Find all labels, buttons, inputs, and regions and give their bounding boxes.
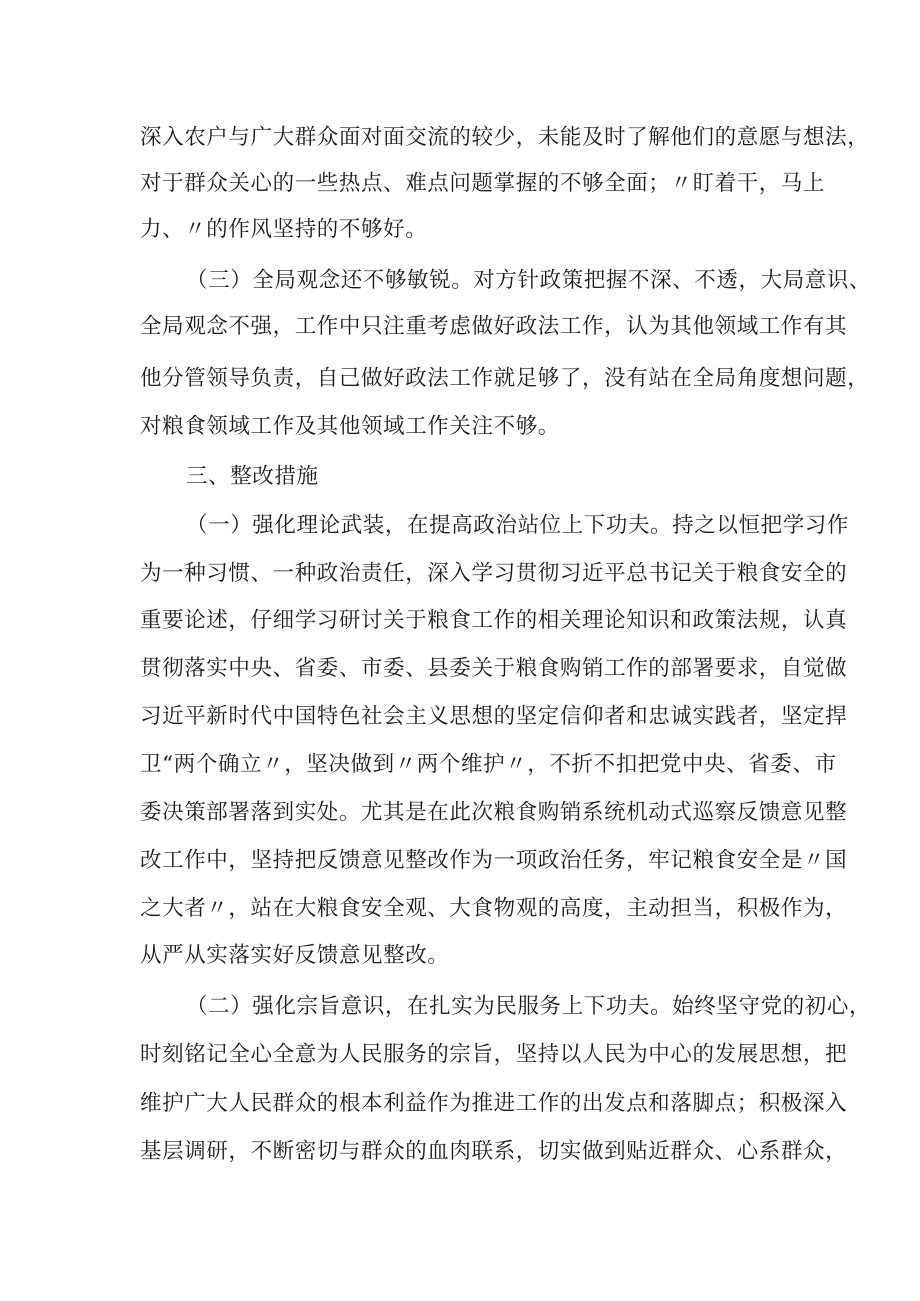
text-line-14: 卫“两个确立〃，坚决做到〃两个维护〃，不折不扣把党中央、省委、市 xyxy=(140,752,837,777)
section-three-paragraph: （三）全局观念还不够敏锐。对方针政策把握不深、不透，大局意识、 xyxy=(186,268,872,293)
text-line-17: 之大者〃，站在大粮食安全观、大食物观的高度，主动担当，积极作为， xyxy=(140,896,848,921)
text-line-13: 习近平新时代中国特色社会主义思想的坚定信仰者和忠诚实践者，坚定捍 xyxy=(140,704,848,729)
text-line-10: 为一种习惯、一种政治责任，深入学习贯彻习近平总书记关于粮食安全的 xyxy=(140,561,848,586)
section-two-paragraph: （二）强化宗旨意识，在扎实为民服务上下功夫。始终坚守党的初心， xyxy=(186,994,872,1019)
section-one-paragraph: （一）强化理论武装，在提高政治站位上下功夫。持之以恒把学习作 xyxy=(186,513,850,538)
text-line-2: 对于群众关心的一些热点、难点问题掌握的不够全面；〃盯着干，马上 xyxy=(140,171,826,196)
text-line-22: 基层调研，不断密切与群众的血肉联系，切实做到贴近群众、心系群众， xyxy=(140,1139,848,1164)
text-line-1: 深入农户与广大群众面对面交流的较少，未能及时了解他们的意愿与想法， xyxy=(140,125,870,150)
text-line-15: 委决策部署落到实处。尤其是在此次粮食购销系统机动式巡察反馈意见整 xyxy=(140,800,848,825)
text-line-12: 贯彻落实中央、省委、市委、县委关于粮食购销工作的部署要求，自觉做 xyxy=(140,656,848,681)
text-line-5: 全局观念不强，工作中只注重考虑做好政法工作，认为其他领域工作有其 xyxy=(140,314,848,339)
text-line-7: 对粮食领域工作及其他领域工作关注不够。 xyxy=(140,414,560,439)
text-line-16: 改工作中，坚持把反馈意见整改作为一项政治任务，牢记粮食安全是〃国 xyxy=(140,848,848,873)
text-line-11: 重要论述，仔细学习研讨关于粮食工作的相关理论知识和政策法规，认真 xyxy=(140,608,848,633)
heading-rectification-measures: 三、整改措施 xyxy=(186,464,319,489)
text-line-3: 力、〃的作风坚持的不够好。 xyxy=(140,217,428,242)
text-line-6: 他分管领导负责，自己做好政法工作就足够了，没有站在全局角度想问题， xyxy=(140,366,870,391)
text-line-20: 时刻铭记全心全意为人民服务的宗旨，坚持以人民为中心的发展思想，把 xyxy=(140,1042,848,1067)
text-line-18: 从严从实落实好反馈意见整改。 xyxy=(140,943,450,968)
text-line-21: 维护广大人民群众的根本利益作为推进工作的出发点和落脚点；积极深入 xyxy=(140,1091,848,1116)
